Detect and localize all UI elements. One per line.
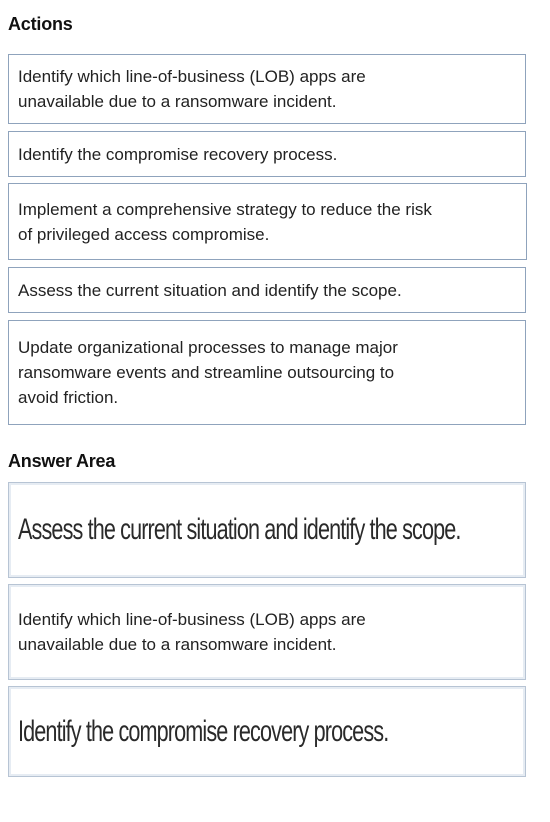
action-item-implement-strategy[interactable]: [8, 183, 527, 260]
answer-slot-line: Identify which line-of-business (LOB) apps are: [18, 610, 366, 629]
action-item-text: [18, 335, 398, 410]
action-item-line: unavailable due to a ransomware incident.: [18, 92, 337, 111]
action-item-line: Identify which line-of-business (LOB) apps are: [18, 67, 366, 86]
action-item-line: of privileged access compromise.: [18, 224, 270, 244]
action-item-identify-recovery-process[interactable]: [8, 131, 526, 177]
action-item-line: avoid friction.: [18, 388, 119, 407]
answer-slot-text: [18, 607, 366, 657]
actions-heading: Actions: [8, 14, 73, 34]
answer-slot-text: Identify the compromise recovery process.: [18, 714, 389, 748]
action-item-assess-situation[interactable]: [8, 267, 526, 313]
answer-area-heading: Answer Area: [8, 451, 116, 471]
action-item-line: ransomware events and streamline outsourcing to: [18, 363, 395, 382]
action-item-line: Identify the compromise recovery process.: [18, 144, 338, 164]
action-item-text: [18, 197, 432, 247]
action-item-text: [18, 278, 402, 303]
action-item-text: [18, 142, 337, 167]
answer-slot-3[interactable]: [8, 686, 526, 777]
action-item-update-processes[interactable]: [8, 320, 526, 425]
action-item-identify-lob-apps[interactable]: [8, 54, 526, 124]
action-item-line: Update organizational processes to manage major: [18, 338, 398, 357]
action-item-line: Implement a comprehensive strategy to reduce the risk: [18, 199, 432, 219]
action-item-text: [18, 64, 366, 114]
answer-slot-1[interactable]: [8, 482, 526, 578]
answer-slot-2[interactable]: [8, 584, 526, 680]
action-item-line: Assess the current situation and identify the scope.: [18, 280, 402, 300]
answer-slot-line: unavailable due to a ransomware incident.: [18, 635, 337, 654]
answer-slot-text: Assess the current situation and identify the scope.: [18, 513, 461, 546]
